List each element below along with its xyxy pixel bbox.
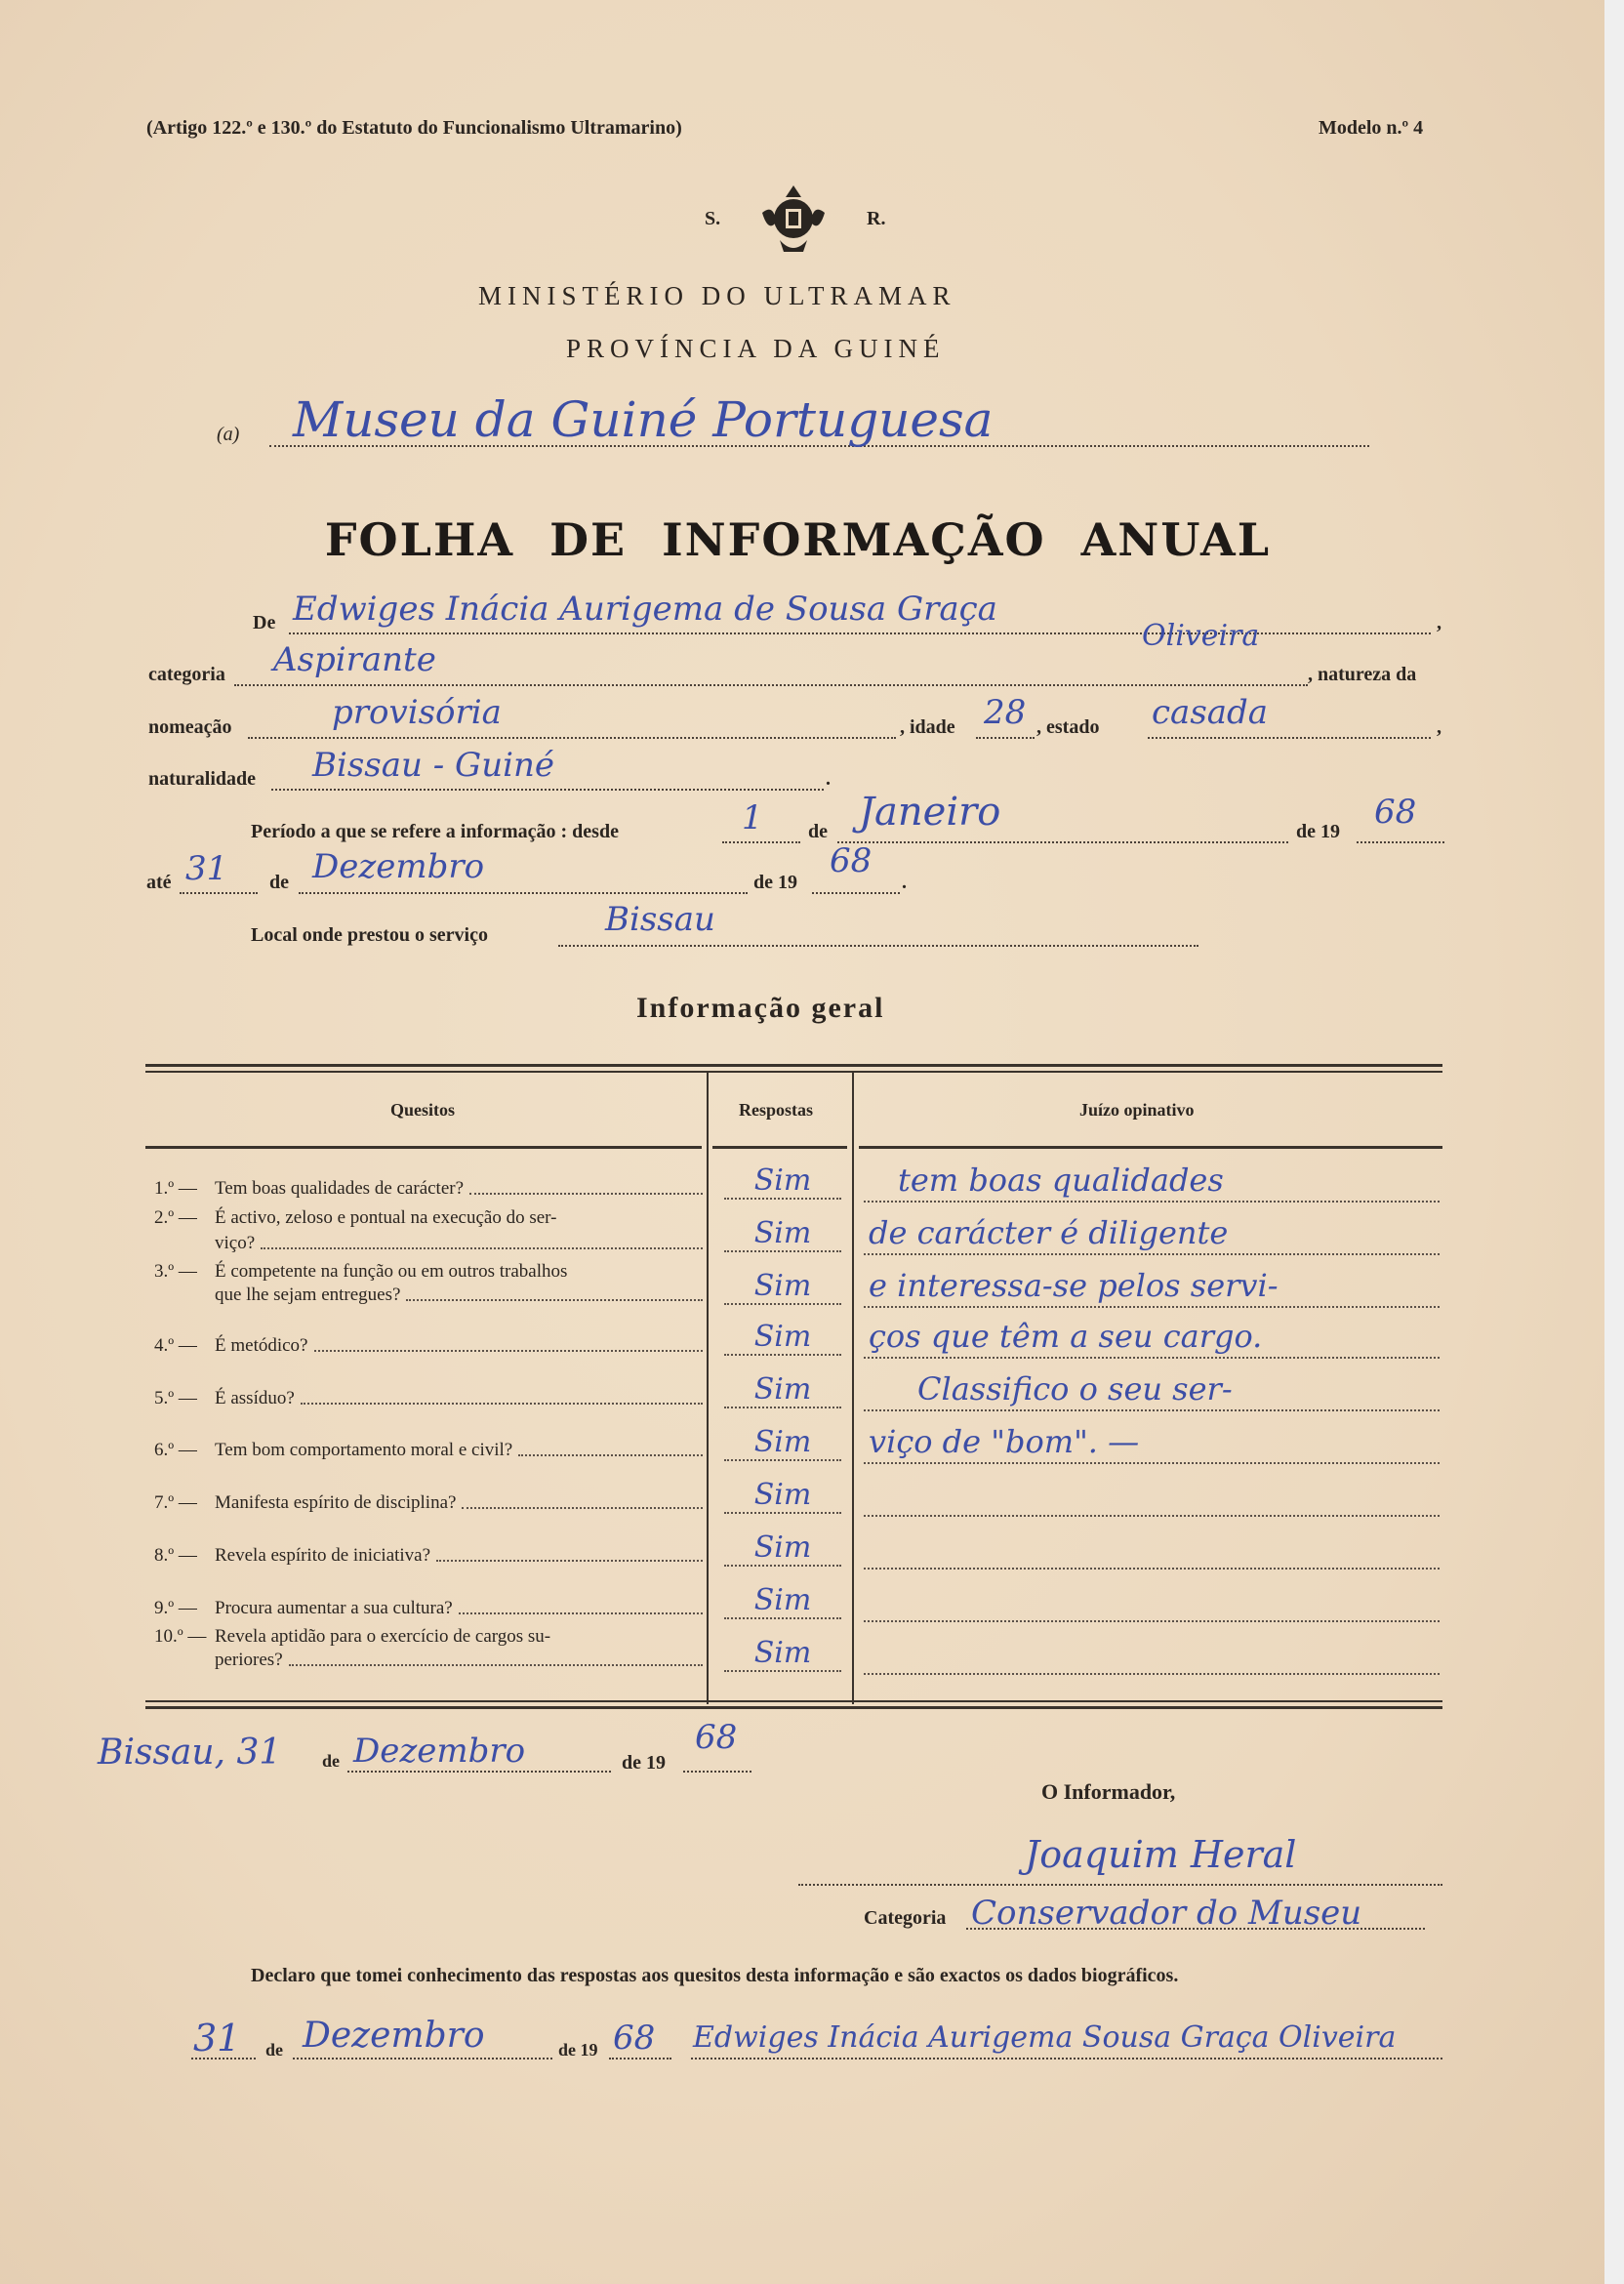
table-bottom-rule — [145, 1700, 1442, 1702]
ate-label: até — [146, 872, 172, 893]
natureza-label: , natureza da — [1308, 664, 1417, 685]
question-text-cont: viço? — [215, 1233, 256, 1253]
decl-de: de — [265, 2040, 283, 2060]
place-month-line — [347, 1771, 611, 1773]
question-text-cont: que lhe sejam entregues? — [215, 1285, 401, 1305]
question-number: 6.º — — [154, 1440, 197, 1460]
question-row-3-cont — [154, 1284, 703, 1307]
decl-month: Dezembro — [303, 2016, 485, 2056]
question-text: Manifesta espírito de disciplina? — [215, 1492, 457, 1513]
opinion-text-2: de carácter é diligente — [869, 1214, 1229, 1251]
table-top-rule-2 — [145, 1071, 1442, 1073]
opinion-line — [864, 1581, 1440, 1622]
form-title: FOLHA DE INFORMAÇÃO ANUAL — [324, 513, 1272, 566]
nomeacao-line — [248, 737, 896, 739]
place-de19: de 19 — [622, 1752, 666, 1774]
categoria-footer-label: Categoria — [864, 1907, 947, 1929]
from-year: 68 — [1374, 793, 1417, 832]
from-month: Janeiro — [859, 790, 1001, 835]
answer-1: Sim — [724, 1163, 841, 1200]
question-number: 9.º — — [154, 1598, 197, 1618]
header-rule-1 — [145, 1146, 702, 1149]
periodo-label: Período a que se refere a informação : desde — [251, 821, 619, 842]
question-row-2-cont — [154, 1232, 703, 1255]
categoria-footer-value: Conservador do Museu — [971, 1894, 1362, 1933]
declaration: Declaro que tomei conhecimento das respostas aos quesitos desta informação e são exactos os dados biográficos. — [251, 1965, 1179, 1986]
answer-8: Sim — [724, 1530, 841, 1567]
answer-3: Sim — [724, 1269, 841, 1305]
de-line — [289, 632, 1431, 634]
estado-value: casada — [1152, 693, 1269, 732]
question-text: Procura aumentar a sua cultura? — [215, 1598, 453, 1618]
local-label: Local onde prestou o serviço — [251, 924, 488, 946]
question-row-3 — [154, 1260, 703, 1284]
from-month-line — [837, 841, 1288, 843]
header-juizo: Juízo opinativo — [1079, 1100, 1195, 1120]
question-row-6 — [154, 1439, 703, 1462]
question-row-4 — [154, 1334, 703, 1358]
de-label: De — [253, 612, 276, 633]
naturalidade-period: . — [826, 768, 831, 790]
from-de19: de 19 — [1296, 821, 1340, 842]
to-year: 68 — [830, 841, 873, 880]
estado-label: , estado — [1036, 716, 1100, 738]
answer-5: Sim — [724, 1372, 841, 1408]
article-reference: (Artigo 122.º e 130.º do Estatuto do Funcionalismo Ultramarino) — [146, 117, 682, 139]
from-year-line — [1357, 841, 1444, 843]
idade-line — [976, 737, 1035, 739]
place-day: Bissau, 31 — [98, 1733, 282, 1773]
question-number: 2.º — — [154, 1207, 197, 1228]
decl-day: 31 — [193, 2017, 241, 2060]
question-text: Tem boas qualidades de carácter? — [215, 1178, 465, 1199]
idade-label: , idade — [900, 716, 955, 738]
to-day-line — [180, 892, 258, 894]
to-day: 31 — [185, 849, 228, 888]
question-number: 7.º — — [154, 1492, 197, 1513]
to-de: de — [269, 872, 289, 893]
nomeacao-value: provisória — [332, 693, 502, 732]
opinion-text-3: e interessa-se pelos servi- — [869, 1267, 1279, 1304]
categoria-value: Aspirante — [273, 640, 436, 679]
place-de: de — [322, 1751, 340, 1771]
from-de: de — [808, 821, 828, 842]
de-value-continued: Oliveira — [1142, 619, 1260, 653]
opinion-text-6: viço de "bom". — — [869, 1423, 1140, 1460]
service-label: (a) — [217, 424, 240, 445]
opinion-text-5: Classifico o seu ser- — [917, 1370, 1233, 1407]
decl-month-line — [293, 2058, 552, 2060]
model-number: Modelo n.º 4 — [1319, 117, 1424, 139]
table-bottom-rule-2 — [145, 1706, 1442, 1709]
place-month: Dezembro — [353, 1732, 526, 1771]
question-text: Revela espírito de iniciativa? — [215, 1545, 431, 1566]
answer-9: Sim — [724, 1583, 841, 1619]
signature-line — [798, 1884, 1442, 1886]
question-number: 8.º — — [154, 1545, 197, 1566]
answer-7: Sim — [724, 1478, 841, 1514]
from-day-line — [722, 841, 800, 843]
decl-name-line — [691, 2058, 1442, 2060]
question-row-9 — [154, 1597, 703, 1620]
estado-comma: , — [1437, 716, 1441, 738]
decl-year: 68 — [613, 2019, 656, 2058]
question-row-7 — [154, 1491, 703, 1515]
opinion-line — [864, 1634, 1440, 1675]
question-text: Tem bom comportamento moral e civil? — [215, 1440, 513, 1460]
opinion-line — [864, 1529, 1440, 1570]
opinion-text-1: tem boas qualidades — [898, 1162, 1224, 1199]
informador-signature: Joaquim Heral — [1025, 1833, 1297, 1876]
question-row-8 — [154, 1544, 703, 1568]
naturalidade-line — [271, 789, 824, 791]
header-s: S. — [705, 208, 721, 229]
de-comma: , — [1437, 612, 1441, 633]
question-text: Revela aptidão para o exercício de cargos su- — [215, 1626, 551, 1647]
column-divider-2 — [852, 1073, 854, 1704]
question-number: 4.º — — [154, 1335, 197, 1356]
decl-year-line — [609, 2058, 671, 2060]
question-text: É competente na função ou em outros trabalhos — [215, 1261, 568, 1282]
question-row-10-cont — [154, 1649, 703, 1672]
answer-4: Sim — [724, 1320, 841, 1356]
section-title: Informação geral — [636, 992, 885, 1024]
opinion-line — [864, 1476, 1440, 1517]
decl-name: Edwiges Inácia Aurigema Sousa Graça Oliveira — [693, 2020, 1397, 2055]
decl-de19: de 19 — [558, 2040, 598, 2060]
categoria-label: categoria — [148, 664, 225, 685]
de-value: Edwiges Inácia Aurigema de Sousa Graça — [293, 590, 997, 629]
local-line — [558, 945, 1198, 947]
coat-of-arms-icon — [754, 184, 832, 254]
idade-value: 28 — [984, 693, 1027, 732]
service-value: Museu da Guiné Portuguesa — [293, 391, 994, 448]
opinion-text-4: ços que têm a seu cargo. — [869, 1318, 1263, 1355]
header-respostas: Respostas — [739, 1100, 814, 1120]
naturalidade-label: naturalidade — [148, 768, 257, 790]
column-divider-1 — [707, 1073, 709, 1704]
header-quesitos: Quesitos — [390, 1100, 456, 1120]
naturalidade-value: Bissau - Guiné — [312, 746, 554, 785]
informador-label: O Informador, — [1041, 1779, 1176, 1804]
nomeacao-label: nomeação — [148, 716, 232, 738]
question-row-2 — [154, 1206, 703, 1230]
answer-2: Sim — [724, 1216, 841, 1252]
question-text: É activo, zeloso e pontual na execução do ser- — [215, 1207, 557, 1228]
question-text: É metódico? — [215, 1335, 308, 1356]
question-number: 1.º — — [154, 1178, 197, 1199]
question-number: 10.º — — [154, 1626, 207, 1647]
question-number: 5.º — — [154, 1388, 197, 1408]
answer-10: Sim — [724, 1636, 841, 1672]
estado-line — [1148, 737, 1431, 739]
question-row-10 — [154, 1625, 703, 1649]
categoria-line — [234, 684, 1308, 686]
from-day: 1 — [742, 798, 763, 837]
place-year-line — [683, 1771, 751, 1773]
scan-edge — [1604, 0, 1624, 2284]
question-text: É assíduo? — [215, 1388, 295, 1408]
province: PROVÍNCIA DA GUINÉ — [566, 334, 946, 363]
place-year: 68 — [695, 1718, 738, 1757]
question-number: 3.º — — [154, 1261, 197, 1282]
local-value: Bissau — [605, 900, 715, 939]
ministry: MINISTÉRIO DO ULTRAMAR — [478, 281, 956, 310]
header-r: R. — [867, 208, 886, 229]
question-text-cont: periores? — [215, 1650, 283, 1670]
to-year-line — [812, 892, 900, 894]
to-month-line — [299, 892, 748, 894]
header-rule-2 — [712, 1146, 847, 1149]
table-top-rule — [145, 1064, 1442, 1067]
question-row-5 — [154, 1387, 703, 1410]
question-row-1 — [154, 1177, 703, 1201]
to-period: . — [902, 872, 907, 893]
to-month: Dezembro — [312, 847, 485, 886]
header-rule-3 — [859, 1146, 1442, 1149]
to-de19: de 19 — [753, 872, 797, 893]
answer-6: Sim — [724, 1425, 841, 1461]
